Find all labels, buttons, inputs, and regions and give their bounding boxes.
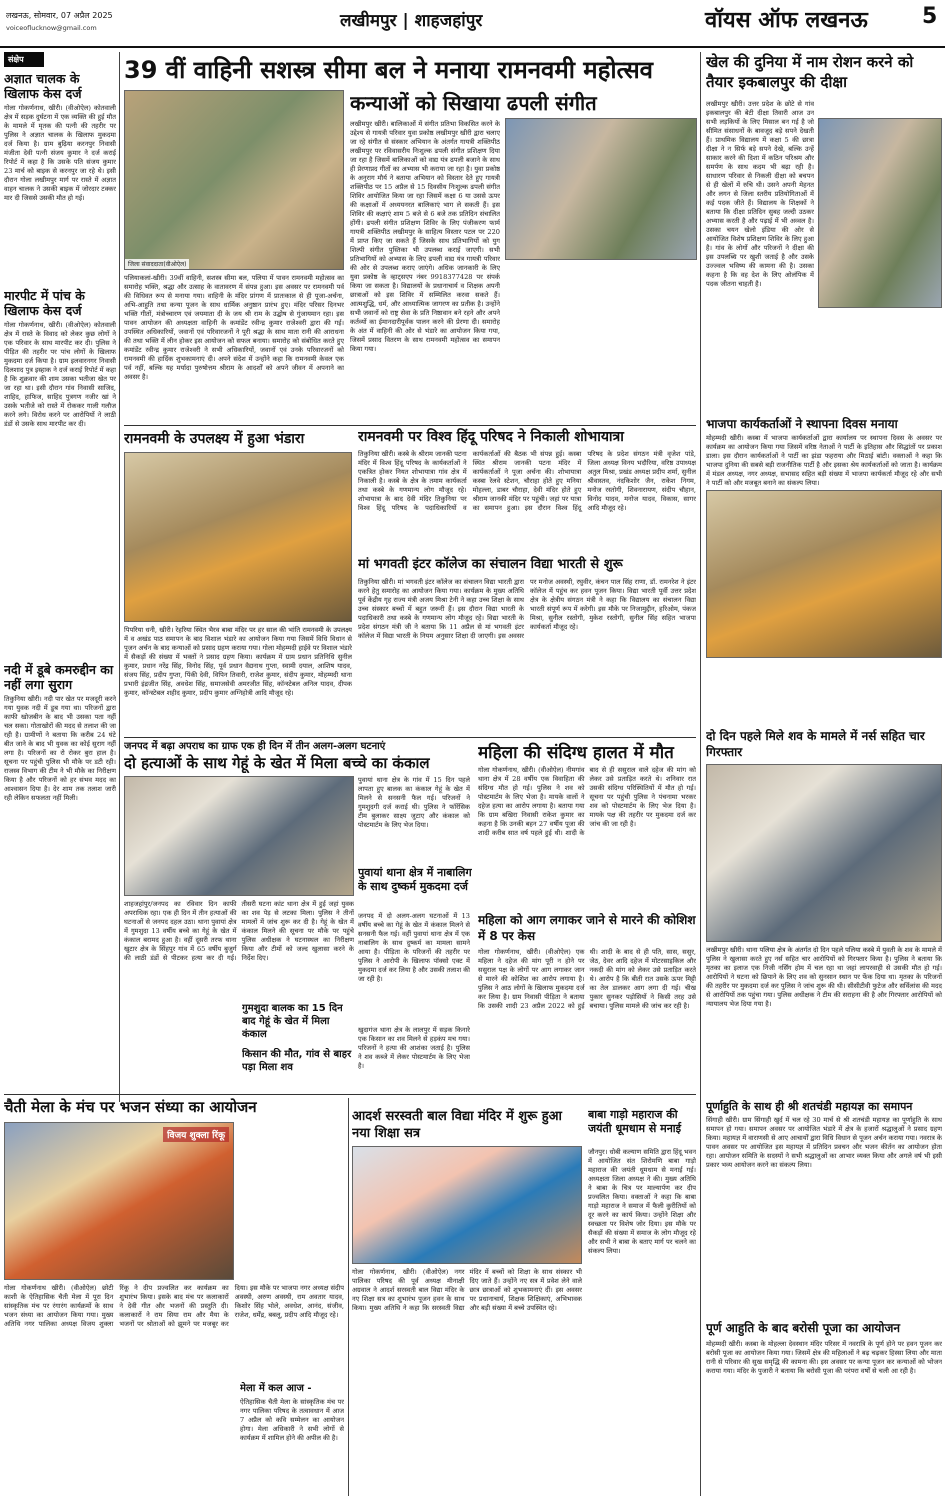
poornahuti2-headline: पूर्ण आहुति के बाद बरोसी पूजा का आयोजन [706,1321,901,1335]
dhapli-headline: कन्याओं को सिखाया ढपली संगीत [350,91,597,115]
bhandara-headline: रामनवमी के उपलक्ष्य में हुआ भंडारा [124,431,305,447]
sidebar-story-body: तिकुनिया खीरी। नदी पार खेत पर मजदूरी करने गया युवक नदी में डूब गया था। परिजनों द्वारा काफी खोजबीन के बाद भी उसका पता नहीं चल सका। गोताखोरों की मदद से तलाश की जा रही है। ग्रामीणों ने बताया कि करीब 24 घंटे बीत जाने के बाद भी युवक का कोई सुराग नहीं लगा है। परिजनों का रो रोकर बुरा हाल है। सूचना पर पहुंची पुलिस भी मौके पर डटी रही। राजस्व विभाग की टीम ने भी मौके का निरीक्षण किया है और परिजनों को हर संभव मदद का आश्वासन दिया है। देर शाम तक तलाश जारी रही लेकिन सफलता नहीं मिली। [4,695,116,802]
poornahuti1-headline: पूर्णाहुति के साथ ही श्री शतचंडी महायज्ञ का समापन [706,1100,913,1113]
woman-death-headline: महिला की संदिग्ध हालत में मौत [478,743,674,763]
fire-case-headline: महिला को आग लगाकर जाने से मारने की कोशिश में 8 पर केस [478,913,696,943]
chaiti-sub-body: ऐतिहासिक चैती मेला के सांस्कृतिक मंच पर नगर पालिका परिषद के तत्वावधान में आज 7 अप्रैल को कवि सम्मेलन का आयोजन होगा। मेला अधिकारी ने सभी लोगों से कार्यक्रम में शामिल होने की अपील की है। [240,1398,344,1496]
shobhayatra-body: तिकुनिया खीरी। कस्बे के श्रीराम जानकी पटना मंदिर में विश्व हिंदू परिषद के कार्यकर्ताओं ने एकत्रित होकर नियत शोभायात्रा गांव क्षेत्र में निकाली है। कस्बे के क्षेत्र के तमाम कार्यकर्ता तथा कस्बे के गणमान्य लोग मौजूद रहे। शोभायात्रा के बाद देवी मंदिर तिकुनिया पर विश्व हिंदू परिषद के पदाधिकारियों व कार्यकर्ताओं की बैठक भी संपन्न हुई। कस्बा स्थित श्रीराम जानकी पटना मंदिर में कार्यकर्ताओं ने पूजा अर्चना की। शोभायात्रा कस्बा रेलवे स्टेशन, चौराहा होते हुए मनिया मोहल्ला, डाबर चौराहा, देवी मंदिर होते हुए श्रीराम जानकी मंदिर पर पहुंची। जहां पर यात्रा का समापन हुआ। इस दौरान विश्व हिंदू परिषद के प्रदेश संगठन मंत्री वृजेश पांडे, जिला अध्यक्ष विनय भदौरिया, वरिष्ठ उपाध्यक्ष अतुल मिश्रा, प्रखंड अध्यक्ष प्रदीप शर्मा, सुनील श्रीवास्तव, नंदकिशोर जैन, राकेश निगम, मनोज रस्तोगी, शिवनारायण, संदीप चौहान, विनोद यादव, मनोज यादव, विकास, सागर आदि मौजूद रहे। [358,450,696,512]
section-title: लखीमपुर | शाहजहांपुर [340,11,483,31]
sidebar-label: संक्षेप [4,52,44,67]
masthead [0,0,945,48]
date-line: लखनऊ, सोमवार, 07 अप्रैल 2025 [6,11,113,20]
dhapli-photo [505,118,697,260]
sidebar-story-body: गोला गोकर्णनाथ, खीरी। (वीओऐल) कोतवाली क्षेत्र में सड़क दुर्घटना में एक व्यक्ति की हुई मौत के मामले में मृतक की पत्नी की तहरीर पर पुलिस ने अज्ञात चालक के खिलाफ मुकदमा दर्ज किया है। ग्राम बुढ़िया करनपुर निवासी मंजीता देवी पत्नी संजय कुमार ने दर्ज कराई रिपोर्ट में कहा है कि उसके पति संजय कुमार 23 मार्च को बाइक से करनपुर जा रहे थे। इसी दौरान गोला लखीमपुर मार्ग पर रास्ते में अज्ञात वाहन चालक ने उसकी बाइक में जोरदार टक्कर मार दी जिससे उसकी मौत हो गई। [4,104,116,202]
fire-case-body: गोला गोकर्णनाथ, खीरी। (वीओऐल) एक महिला ने दहेज की मांग पूरी न होने पर ससुराल पक्ष के लोगों पर आग लगाकर जान से मारने की कोशिश का आरोप लगाया है। पुलिस ने आठ लोगों के खिलाफ मुकदमा दर्ज कर लिया है। ग्राम निवासी पीड़िता ने बताया कि उसकी शादी 23 अप्रैल 2022 को हुई थी। शादी के बाद से ही पति, सास, ससुर, जेठ, देवर आदि दहेज में मोटरसाइकिल और नकदी की मांग को लेकर उसे प्रताड़ित करते थे। आरोप है कि बीती रात उसके ऊपर मिट्टी का तेल डालकर आग लगा दी गई। चीख पुकार सुनकर पड़ोसियों ने किसी तरह उसे बचाया। पुलिस मामले की जांच कर रही है। [478,948,696,1010]
chaiti-sub-head: मेला में कल आज - [240,1382,344,1395]
shobhayatra-headline: रामनवमी पर विश्व हिंदू परिषद ने निकाली शोभायात्रा [358,429,624,445]
sidebar-story-head: नदी में डूबे कमरुद्दीन का नहीं लगा सुराग [4,662,114,692]
sidebar [4,52,116,1102]
bhandara-body: पिपरिया धनी, खीरी। रेहरिया स्थित भैरव बाबा मंदिर पर हर साल की भांति रामनवमी के उपलक्ष्य में व अखंड पाठ समापन के बाद विशाल भंडारे का आयोजन किया गया जिसमें विधि विधान से पूजन अर्चन के बाद कन्याओं को प्रसाद ग्रहण कराया गया। गोला मोहम्मदी हाईवे पर विशाल भंडारे में सैकड़ों की संख्या में भक्तों ने प्रसाद ग्रहण किया। कार्यक्रम में ग्राम प्रधान प्रतिनिधि सुनील कुमार, प्रधान नरेंद्र सिंह, विनोद सिंह, पूर्व प्रधान वैद्यनाथ गुप्ता, स्वामी दयाल, आशिष यादव, संजय सिंह, प्रदीप गुप्ता, पिंकी देवी, विपिन तिवारी, राजेश कुमार, संदीप कुमार, मोहम्मदी थाना प्रभारी इंद्रजीत सिंह, अवधेश सिंह, समाजसेवी अमरजीत सिंह, कॉन्स्टेबल अनिल यादव, दीपक कुमार, कॉन्स्टेबल शहीद कुमार, प्रदीप कुमार अग्निहोत्री आदि मौजूद रहे। [124,626,352,697]
chaiti-body: गोला गोकर्णनाथ खीरी। (वीओऐल) छोटी काशी के ऐतिहासिक चैती मेला में पूरा दिन सांस्कृतिक मंच पर रंगारंग कार्यक्रमों के साथ भजन संध्या का आयोजन किया गया। मुख्य अतिथि नगर पालिका अध्यक्ष विजय शुक्ला रिंकू ने दीप प्रज्वलित कर कार्यक्रम का शुभारंभ किया। इसके बाद मंच पर कलाकारों ने देवी गीत और भजनों की प्रस्तुति दी। कलाकारों ने राम सिया राम और मैया के भजनों पर श्रोताओं को झूमने पर मजबूर कर दिया। इस मौके पर भाजपा नगर अध्यक्ष संदीप अवस्थी, अरुण अवस्थी, राम अवतार यादव, किशोर सिंह भोले, अवधेश, आनंद, संजीव, राजेश, धर्मेंद्र, बबलू, प्रदीप आदि मौजूद रहे। [4,1284,344,1328]
sidebar-story-3 [4,662,116,1090]
chaiti-banner-text: विजय शुक्ला रिंकू [163,1127,229,1142]
nurse-photo [706,764,942,942]
dhapli-body: लखीमपुर खीरी। बालिकाओं में संगीत प्रतिभा विकसित करने के उद्देश्य से गायत्री परिवार युवा प्रकोष्ठ लखीमपुर खीरी द्वारा चलाए जा रहे संगीत से संस्कार अभियान के अंतर्गत गायत्री शक्तिपीठ लखीमपुर पर रविवासरीय निःशुल्क ढपली संगीत प्रशिक्षण दिया जा रहा है जिसमें बालिकाओं को वाद्य यंत्र ढपली बजाने के साथ ही प्रेरणाप्रद गीतों का अभ्यास भी कराया जा रहा है। युवा प्रकोष्ठ के अनुराग मौर्य ने बताया अभियान को विस्तार देते हुए गायत्री शक्तिपीठ पर 15 अप्रैल से 15 दिवसीय निःशुल्क ढपली संगीत शिविर आयोजित किया जा रहा जिसमें कक्षा 6 या उससे ऊपर की कक्षाओं में अध्ययनरत बालिकाएं भाग ले सकती हैं। इस शिविर की कक्षाएं शाम 5 बजे से 6 बजे तक प्रतिदिन संचालित होंगी। ढपली संगीत प्रशिक्षण शिविर के लिए पंजीकरण फार्म गायत्री शक्तिपीठ लखीमपुर के साहित्य विस्तार पटल पर 220 में प्राप्त किए जा सकते हैं जिसके साथ प्रतिभागियों को युग शिल्पी संगीत पुस्तिका भी उपलब्ध कराई जाएगी। सभी प्रतिभागियों को अभ्यास के लिए ढपली वाद्य यंत्र गायत्री परिवार की ओर से उपलब्ध कराए जाएंगे। अधिक जानकारी के लिए युवा प्रकोष्ठ के व्हाट्सएप नंबर 9918377428 पर संपर्क किया जा सकता है। विद्यालयों के प्रधानाचार्य व शिक्षक अपनी छात्राओं को इस शिविर में सम्मिलित करवा सकते हैं। आत्मशुद्धि, धर्म, और आध्यात्मिक जागरण का प्रतीक है। उन्होंने सभी जवानों को राष्ट्र सेवा के प्रति निष्ठावान बने रहने और अपने कर्तव्यों का ईमानदारीपूर्वक पालन करने की प्रेरणा दी। समारोह के अंत में वाहिनी की ओर से भंडारे का आयोजन किया गया, जिसमें प्रसाद वितरण के साथ रामनवमी महोत्सव का समापन किया गया। [350,120,500,353]
lead-body: पलियाकलां-खीरी। 39वीं वाहिनी, सशस्त्र सीमा बल, पलिया में पावन रामनवमी महोत्सव का समारोह भक्ति, श्रद्धा और उत्साह के वातावरण में संपन्न हुआ। इस अवसर पर रामनवमी पर्व की विधिवत रूप से मनाया गया। वाहिनी के मंदिर प्रांगण में प्रातःकाल से ही पूजा-अर्चना, अभि-आहुति तथा कन्या पूजन के साथ धार्मिक अनुष्ठान प्रारंभ हुए। मंदिर परिसर दिनभर भक्ति गीतों, मंत्रोच्चारण एवं जयमाता दी के जय श्री राम के उद्घोष से गुंजायमान रहा। इस पावन आयोजन की अध्यक्षता वाहिनी के कमांडेंट रवीन्द्र कुमार राजेश्वरी द्वारा की गई। उपस्थित अधिकारियों, जवानों एवं परिवारजनों ने पूरी श्रद्धा के साथ माता रानी की आराधना की तथा भक्ति में लीन होकर इस आयोजन को सफल बनाया। समारोह को संबोधित करते हुए कमांडेंट रवीन्द्र कुमार राजेश्वरी ने सभी अधिकारियों, जवानों एवं उनके परिवारजनों को रामनवमी की हार्दिक शुभकामनाएं दी। अपने संदेश में उन्होंने कहा कि रामनवमी केवल एक पर्व नहीं, बल्कि यह मर्यादा पुरुषोत्तम श्रीराम के आदर्शों को अपने जीवन में अपनाने का अवसर है। [124,274,344,381]
sports-headline: खेल की दुनिया में नाम रोशन करने को तैयार इकबालपुर की दीक्षा [706,53,914,91]
crime-sub3-body: जनपद में दो अलग-अलग घटनाओं में 13 वर्षीय बच्चे का गेहूं के खेत में कंकाल मिलने से सनसनी फैल गई। वहीं पुवायां थाना क्षेत्र में एक नाबालिग के साथ दुष्कर्म का मामला सामने आया है। पीड़िता के परिजनों की तहरीर पर पुलिस ने आरोपी के खिलाफ पॉक्सो एक्ट में मुकदमा दर्ज कर लिया है और उसकी तलाश की जा रही है। [358,912,470,983]
poornahuti2-body: मोहम्मदी खीरी। कस्बा के मोहल्ला देवस्थान मंदिर परिसर में नवरात्रि के पूर्ण होने पर हवन पूजन कर बरोसी पूजा का आयोजन किया गया। जिसमें क्षेत्र की महिलाओं ने बढ़ चढ़कर हिस्सा लिया और माता रानी से परिवार की सुख समृद्धि की कामना की। इस अवसर पर कन्या पूजन कर कन्याओं को भोजन कराया गया। मंदिर के पुजारी ने बताया कि बरोसी पूजा की परंपरा वर्षों से चली आ रही है। [706,1340,942,1375]
photo-caption: जिला संवाददाता(वीओऐल) [125,259,189,269]
chaiti-photo [4,1122,234,1280]
crime-sub2-head: किसान की मौत, गांव से बाहर पड़ा मिला शव [242,1048,356,1074]
saraswati-photo [352,1146,582,1264]
crime-sub3-head: पुवायां थाना क्षेत्र में नाबालिग के साथ दुष्कर्म मुकदमा दर्ज [358,866,472,893]
inter-college-headline: मां भगवती इंटर कॉलेज का संचालन विद्या भारती से शुरू [358,557,623,572]
crime-side-body: पुवायां थाना क्षेत्र के गांव में 15 दिन पहले लापता हुए बालक का कंकाल गेहूं के खेत में मिलने से सनसनी फैल गई। परिजनों ने गुमशुदगी दर्ज कराई थी। पुलिस ने फॉरेंसिक टीम बुलाकर साक्ष्य जुटाए और कंकाल को पोस्टमार्टम के लिए भेज दिया। [358,776,470,829]
column-divider [700,52,701,1496]
sidebar-story-head: अज्ञात चालक के खिलाफ केस दर्ज [4,71,82,101]
crime-sub2-body: खुदागंज थाना क्षेत्र के लालपुर में सड़क किनारे एक किसान का शव मिलने से हड़कंप मच गया। परिजनों ने हत्या की आशंका जताई है। पुलिस ने शव कब्जे में लेकर पोस्टमार्टम के लिए भेजा है। [358,1026,470,1070]
inter-college-body: तिकुनिया खीरी। मां भगवती इंटर कॉलेज का संचालन विद्या भारती द्वारा करने हेतु समारोह का आयोजन किया गया। कार्यक्रम के मुख्य अतिथि पूर्व केंद्रीय गृह राज्य मंत्री अजय मिश्रा टेनी ने कहा उच्च शिक्षा के साथ उच्च संस्कार बच्चों में बहुत जरूरी हैं। इस दौरान विद्या भारती के पदाधिकारी तथा कस्बे के गणमान्य लोग मौजूद रहे। विद्या भारती के प्रदेश संगठन मंत्री जी ने बताया कि 11 अप्रैल से मां भगवती इंटर कॉलेज में विद्या भारती के नियम अनुसार शिक्षा दी जाएगी। इस अवसर पर मनोज अवस्थी, रघुवीर, कंचन पाल सिंह राणा, डॉ. रामनरेश ने इंटर कॉलेज में पहुंच कर हवन पूजन किया। विद्या भारती पूर्वी उत्तर प्रदेश क्षेत्र के क्षेत्रीय संगठन मंत्री ने कहा कि विद्यालय का संचालन विद्या भारती संपूर्ण रूप में करेगी। इस मौके पर निजामुद्दीन, हरिओम, पंकज मिश्रा, सुनील रस्तोगी, मुकेश रस्तोगी, सुनील सिंह सहित भाजपा कार्यकर्ता मौजूद रहे। [358,578,696,640]
brand-logo: वॉयस ऑफ लखनऊ [705,7,868,33]
divider [4,1094,696,1095]
divider [124,425,696,426]
gado-body: जौनपुर। धोबी कल्याण समिति द्वारा हिंदू भवन में आयोजित संत शिरोमणि बाबा गाड़ो महाराज की जयंती धूमधाम से मनाई गई। अध्यक्षता जिला अध्यक्ष ने की। मुख्य अतिथि ने बाबा के चित्र पर माल्यार्पण कर दीप प्रज्वलित किया। वक्ताओं ने कहा कि बाबा गाड़ो महाराज ने समाज में फैली कुरीतियों को दूर करने का कार्य किया। उन्होंने शिक्षा और स्वच्छता पर विशेष जोर दिया। इस मौके पर सैकड़ों की संख्या में समाज के लोग मौजूद रहे और सभी ने बाबा के बताए मार्ग पर चलने का संकल्प लिया। [588,1148,696,1255]
sidebar-story-2 [4,288,116,656]
crime-sub1-head: गुमशुदा बालक का 15 दिन बाद गेहूं के खेत में मिला कंकाल [242,1002,356,1041]
nurse-body: लखीमपुर खीरी। थाना पलिया क्षेत्र के अंतर्गत दो दिन पहले पलिया कस्बे में युवती के शव के मामले में पुलिस ने खुलासा करते हुए नर्स सहित चार आरोपियों को गिरफ्तार किया है। पुलिस ने बताया कि मृतका का इलाज एक निजी नर्सिंग होम में चल रहा था जहां लापरवाही से उसकी मौत हो गई। आरोपियों ने घटना को छिपाने के लिए शव को सुनसान स्थान पर फेंक दिया था। मृतका के परिजनों की तहरीर पर मुकदमा दर्ज कर पुलिस ने जांच शुरू की थी। सीसीटीवी फुटेज और सर्विलांस की मदद से आरोपियों तक पहुंचा गया। पुलिस अधीक्षक ने टीम की सराहना की है और गिरफ्तार आरोपियों को न्यायालय भेज दिया गया है। [706,946,942,1008]
nurse-headline: दो दिन पहले मिले शव के मामले में नर्स सहित चार गिरफ्तार [706,729,925,759]
saraswati-headline: आदर्श सरस्वती बाल विद्या मंदिर में शुरू हुआ नया शिक्षा सत्र [352,1109,562,1141]
sidebar-story-head: मारपीट में पांच के खिलाफ केस दर्ज [4,288,85,318]
woman-death-body: गोला गोकर्णनाथ, खीरी। (वीओऐल) नीमगांव थाना क्षेत्र में 28 वर्षीय एक विवाहिता की संदिग्ध मौत हो गई। पुलिस ने शव को पोस्टमार्टम के लिए भेजा है। मायके वालों ने दहेज हत्या का आरोप लगाया है। बताया गया कि ग्राम बखिरा निवासी राकेश कुमार का कहना है कि उनकी बहन 27 वर्षीय पूजा की शादी करीब सात वर्ष पहले हुई थी। शादी के बाद से ही ससुराल वाले दहेज की मांग को लेकर उसे प्रताड़ित करते थे। शनिवार रात उसकी संदिग्ध परिस्थितियों में मौत हो गई। सूचना पर पहुंची पुलिस ने पंचनामा भरकर शव को पोस्टमार्टम के लिए भेज दिया है। मायके पक्ष की तहरीर पर मुकदमा दर्ज कर जांच की जा रही है। [478,766,696,837]
sidebar-story-1 [4,71,116,282]
sidebar-story-body: गोला गोकर्णनाथ, खीरी। (वीओऐल) कोतवाली क्षेत्र में रास्ते के विवाद को लेकर कुछ लोगों ने एक परिवार के साथ मारपीट कर दी। पुलिस ने पीड़ित की तहरीर पर पांच लोगों के खिलाफ मुकदमा दर्ज किया है। ग्राम इलवारनगर निवासी दिलशाद पुत्र इस्हाक ने दर्ज कराई रिपोर्ट में कहा है कि शुक्रवार की शाम उसका भतीजा खेत पर जा रहा था। इसी दौरान गांव निवासी साजिद, शाहिद, हाफिज, साहिद पुत्रगण नजीर खां ने उसके भतीजे को रास्ते में रोककर गाली गलौज करने लगे। विरोध करने पर आरोपियों ने लाठी डंडों से उसके साथ मारपीट कर दी। [4,321,116,428]
crime-headline: दो हत्याओं के साथ गेहूं के खेत में मिला बच्चे का कंकाल [124,754,430,772]
poornahuti1-body: सिंगाही खीरी। ग्राम सिंगाही खुर्द में चल रहे 30 मार्च से श्री शतचंडी महायज्ञ का पूर्णाहुति के साथ समापन हो गया। समापन अवसर पर आयोजित भंडारे में क्षेत्र के हजारों श्रद्धालुओं ने प्रसाद ग्रहण किया। महायज्ञ में वाराणसी से आए आचार्यों द्वारा विधि विधान से पूजन अर्चन कराया गया। नवरात्र के पावन अवसर पर आयोजित इस महायज्ञ में प्रतिदिन प्रवचन और भजन कीर्तन का आयोजन होता रहा। आयोजन समिति के सदस्यों ने सभी श्रद्धालुओं का आभार व्यक्त किया और अगले वर्ष भी इसी प्रकार भव्य आयोजन करने का संकल्प लिया। [706,1116,942,1169]
saraswati-body: गोला गोकर्णनाथ, खीरी। (वीओऐल) नगर पालिका परिषद की पूर्व अध्यक्ष मीनाक्षी अग्रवाल ने आदर्श सरस्वती बाल विद्या मंदिर के नए शिक्षा सत्र का शुभारंभ पूजन हवन के साथ किया। मुख्य अतिथि ने कहा कि सरस्वती विद्या मंदिर में बच्चों को शिक्षा के साथ संस्कार भी दिए जाते हैं। उन्होंने नए सत्र में प्रवेश लेने वाले छात्र छात्राओं को शुभकामनाएं दीं। इस अवसर पर प्रधानाचार्य, शिक्षक शिक्षिकाएं, अभिभावक और बड़ी संख्या में बच्चे उपस्थित रहे। [352,1268,582,1312]
bjp-body: मोहम्मदी खीरी। कस्बा में भाजपा कार्यकर्ताओं द्वारा कार्यालय पर स्थापना दिवस के अवसर पर कार्यक्रम का आयोजन किया गया जिसमें वरिष्ठ नेताओं ने पार्टी के इतिहास और सिद्धांतों पर प्रकाश डाला। इस दौरान कार्यकर्ताओं ने पार्टी का झंडा फहराया और मिठाई बांटी। वक्ताओं ने कहा कि भाजपा दुनिया की सबसे बड़ी राजनीतिक पार्टी है और इसका श्रेय कार्यकर्ताओं को जाता है। कार्यक्रम में मंडल अध्यक्ष, नगर अध्यक्ष, सभासद सहित बड़ी संख्या में भाजपा कार्यकर्ता मौजूद रहे और सभी ने पार्टी को और मजबूत बनाने का संकल्प लिया। [706,434,942,487]
sports-photo [818,118,942,308]
bjp-headline: भाजपा कार्यकर्ताओं ने स्थापना दिवस मनाया [706,417,898,431]
column-divider [348,1098,349,1496]
crime-kicker: जनपद में बढ़ा अपराध का ग्राफ एक ही दिन में तीन अलग-अलग घटनाएं [124,741,386,752]
chaiti-headline: चैती मेला के मंच पर भजन संध्या का आयोजन [4,1098,257,1116]
lead-headline: 39 वीं वाहिनी सशस्त्र सीमा बल ने मनाया रामनवमी महोत्सव [124,56,654,84]
bjp-photo [706,490,942,658]
bhandara-photo [124,452,352,622]
crime-photo [124,776,354,896]
gado-headline: बाबा गाड़ो महाराज की जयंती धूमधाम से मनाई [588,1108,682,1135]
divider [124,737,696,738]
column-divider [119,52,120,1102]
lead-photo [124,90,344,270]
page-number: 5 [922,4,938,29]
email[interactable]: voiceoflucknow@gmail.com [6,24,97,32]
crime-body: शाहजहांपुर/जनपद का रविवार दिन काफी अपराधिक रहा। एक ही दिन में तीन हत्याओं की घटनाओं से जनपद दहल उठा। थाना पुवायां क्षेत्र में गुमशुदा 13 वर्षीय बच्चे का गेहूं के खेत में कंकाल बरामद हुआ है। वहीं दूसरी तरफ थाना खुटार क्षेत्र के सिंहपुर गांव में 65 वर्षीय बुजुर्ग की लाठी डंडों से पीटकर हत्या कर दी गई। तीसरी घटना कांट थाना क्षेत्र में हुई जहां युवक का शव पेड़ से लटका मिला। पुलिस ने तीनों मामलों में जांच शुरू कर दी है। गेहूं के खेत में कंकाल मिलने की सूचना पर मौके पर पहुंचे पुलिस अधीक्षक ने घटनास्थल का निरीक्षण किया और टीमों को जल्द खुलासा करने के निर्देश दिए। [124,900,354,962]
sports-body: लखीमपुर खीरी। उत्तर प्रदेश के छोटे से गांव इकबालपुर की बेटी दीक्षा तिवारी आज उन सभी लड़कियों के लिए मिसाल बन गई है जो सीमित संसाधनों के बावजूद बड़े सपने देखती हैं। प्राथमिक विद्यालय में कक्षा 5 की छात्रा दीक्षा ने न सिर्फ बड़े सपने देखे, बल्कि उन्हें साकार करने की दिशा में कठिन परिश्रम और समर्पण के साथ कदम भी बढ़ा रही है। साधारण परिवार से निकली दीक्षा को बचपन से ही खेलों में रुचि थी। उसने अपनी मेहनत और लगन से जिला स्तरीय प्रतियोगिताओं में कई पदक जीते हैं। विद्यालय के शिक्षकों ने बताया कि दीक्षा प्रतिदिन सुबह जल्दी उठकर अभ्यास करती है और पढ़ाई में भी अव्वल है। उसका चयन खेलो इंडिया की ओर से आयोजित विशेष प्रशिक्षण शिविर के लिए हुआ है। गांव के लोगों और परिजनों ने दीक्षा की इस उपलब्धि पर खुशी जताई है और उसके उज्ज्वल भविष्य की कामना की है। उसका कहना है कि वह देश के लिए ओलंपिक में पदक जीतना चाहती है। [706,100,814,288]
